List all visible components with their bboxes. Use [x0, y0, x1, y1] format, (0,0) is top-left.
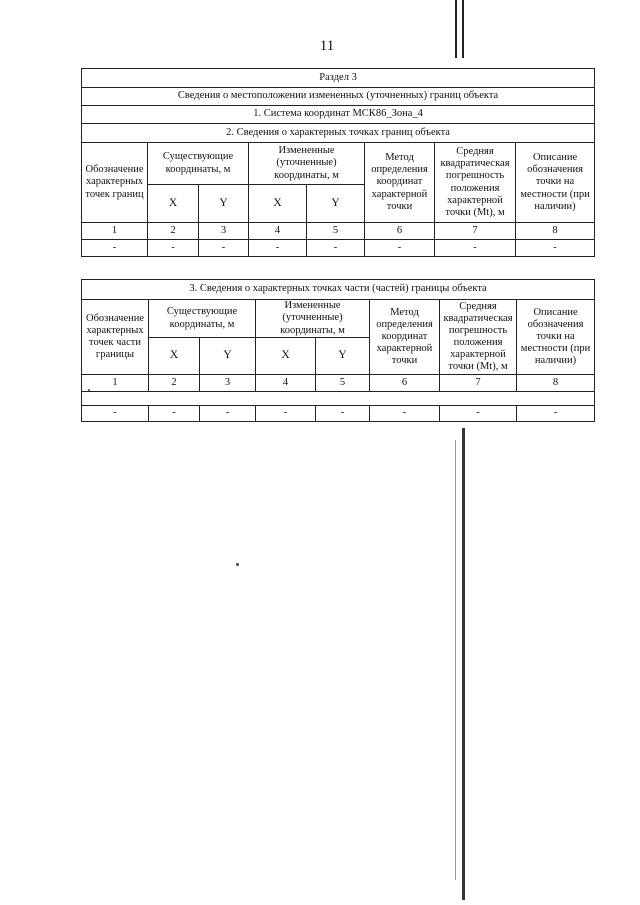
- header-changed-x: X: [256, 338, 316, 375]
- table-cell: -: [82, 406, 149, 422]
- page-number: 11: [319, 38, 335, 54]
- header-existing-x: X: [148, 185, 199, 223]
- header-designation: Обозначение характерных точек части границы: [82, 300, 149, 375]
- table-cell: -: [200, 406, 256, 422]
- column-number: 5: [307, 223, 365, 240]
- column-number: 2: [149, 375, 200, 392]
- header-changed-y: Y: [307, 185, 365, 223]
- table-cell: -: [199, 240, 249, 257]
- table-row: [82, 406, 595, 422]
- column-number: 3: [200, 375, 256, 392]
- header-description: Описание обозначения точки на местности (при наличии): [516, 143, 595, 223]
- table-cell: -: [365, 240, 435, 257]
- table-cell: -: [316, 406, 370, 422]
- column-number: 8: [517, 375, 595, 392]
- table-cell: -: [516, 240, 595, 257]
- column-number: 7: [440, 375, 517, 392]
- column-number: 6: [370, 375, 440, 392]
- column-number: 7: [435, 223, 516, 240]
- table-cell: -: [435, 240, 516, 257]
- header-changed-x: X: [249, 185, 307, 223]
- header-existing-coords: Существующие координаты, м: [148, 143, 249, 185]
- column-number: 1: [82, 375, 149, 392]
- scan-margin-line: [462, 0, 464, 58]
- table-cell: -: [149, 406, 200, 422]
- header-method: Метод определения координат характерной точки: [365, 143, 435, 223]
- column-number: 6: [365, 223, 435, 240]
- table-row: [82, 240, 595, 257]
- column-number: 8: [516, 223, 595, 240]
- header-existing-y: Y: [199, 185, 249, 223]
- header-existing-y: Y: [200, 338, 256, 375]
- column-number: 5: [316, 375, 370, 392]
- scan-margin-line: [455, 0, 457, 58]
- table-cell: -: [256, 406, 316, 422]
- column-number: 3: [199, 223, 249, 240]
- scan-margin-line: [455, 440, 456, 880]
- section-table-part3: [81, 279, 595, 422]
- coordinate-system: 1. Система координат МСК86_Зона_4: [82, 106, 595, 124]
- column-number: 1: [82, 223, 148, 240]
- table-cell: -: [370, 406, 440, 422]
- blank-row: [82, 392, 595, 406]
- header-changed-coords: Измененные (уточненные) координаты, м: [249, 143, 365, 185]
- header-error: Средняя квадратическая погрешность положения характерной точки (Mt), м: [435, 143, 516, 223]
- scan-speck: [236, 563, 239, 566]
- column-number: 4: [249, 223, 307, 240]
- section-subtitle: Сведения о местоположении измененных (уточненных) границ объекта: [82, 88, 595, 106]
- table-cell: -: [148, 240, 199, 257]
- header-changed-y: Y: [316, 338, 370, 375]
- table-cell: -: [517, 406, 595, 422]
- table-cell: -: [307, 240, 365, 257]
- header-description: Описание обозначения точки на местности (при наличии): [517, 300, 595, 375]
- header-method: Метод определения координат характерной точки: [370, 300, 440, 375]
- column-number: 2: [148, 223, 199, 240]
- blank-cell: [82, 392, 595, 406]
- section-table-part2: [81, 68, 595, 257]
- header-existing-x: X: [149, 338, 200, 375]
- part2-title: 2. Сведения о характерных точках границ объекта: [82, 124, 595, 143]
- header-designation: Обозначение характерных точек границ: [82, 143, 148, 223]
- header-error: Средняя квадратическая погрешность положения характерной точки (Mt), м: [440, 300, 517, 375]
- section-title: Раздел 3: [82, 69, 595, 88]
- table-cell: -: [249, 240, 307, 257]
- table-cell: -: [440, 406, 517, 422]
- column-number: 4: [256, 375, 316, 392]
- part3-title: 3. Сведения о характерных точках части (частей) границы объекта: [82, 280, 595, 300]
- scan-margin-line: [462, 428, 465, 900]
- header-existing-coords: Существующие координаты, м: [149, 300, 256, 338]
- table-cell: -: [82, 240, 148, 257]
- header-changed-coords: Измененные (уточненные) координаты, м: [256, 300, 370, 338]
